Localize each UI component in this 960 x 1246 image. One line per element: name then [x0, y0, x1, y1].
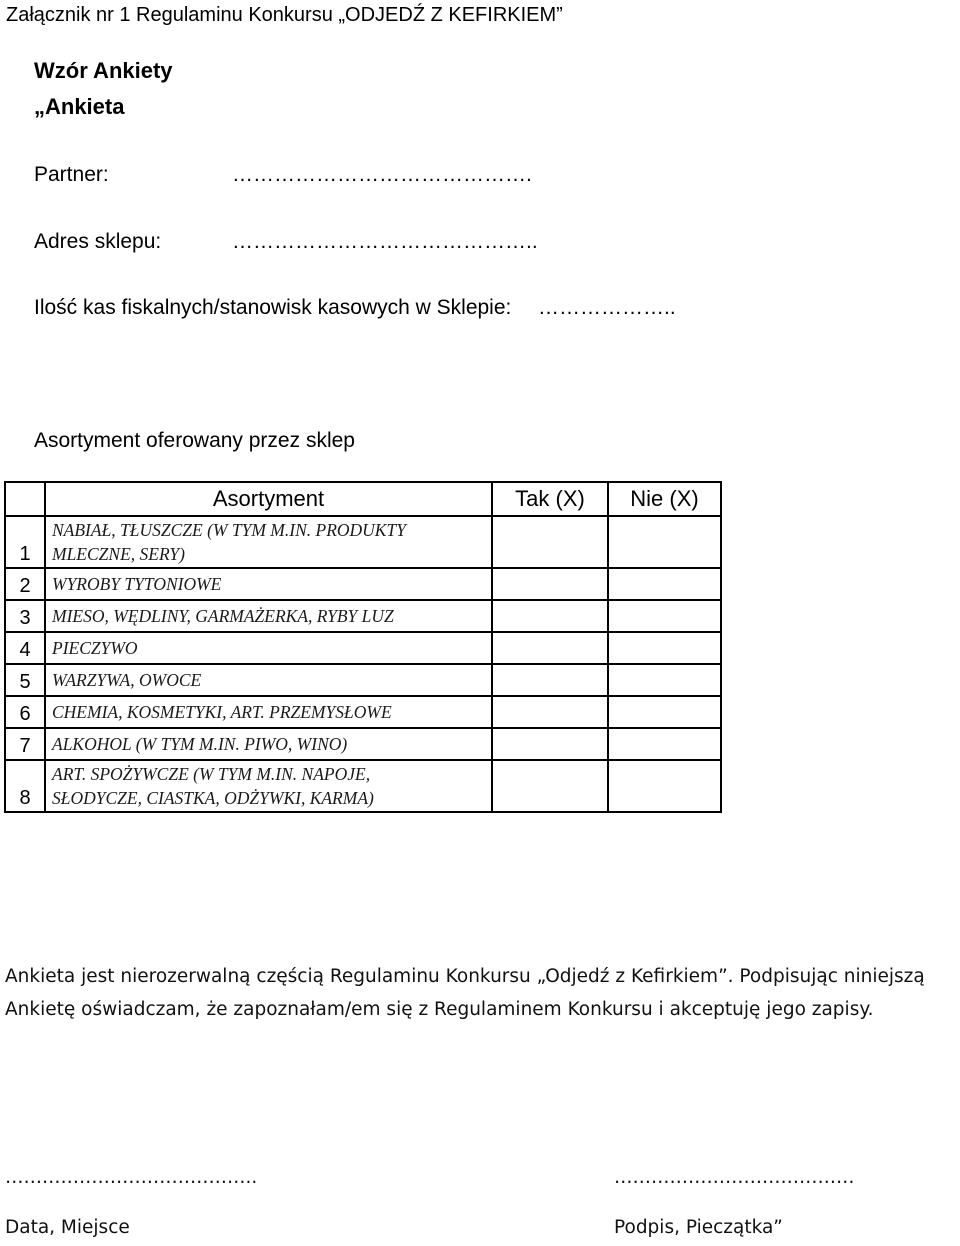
row-number: 6: [5, 696, 45, 728]
signature-label: Podpis, Pieczątka”: [614, 1217, 783, 1238]
address-field[interactable]: ……………………………………..: [232, 230, 538, 253]
table-row: [5, 516, 721, 568]
partner-field[interactable]: …………………………………….: [232, 163, 532, 186]
table-row: [5, 568, 721, 600]
nie-checkbox-cell[interactable]: [608, 516, 721, 568]
declaration-line-1: Ankieta jest nierozerwalną częścią Regulaminu Konkursu „Odjedź z Kefirkiem”. Podpisując niniejszą: [5, 966, 925, 987]
row-number: 8: [5, 760, 45, 812]
row-number: 4: [5, 632, 45, 664]
address-label: Adres sklepu:: [34, 230, 162, 253]
table-row: [5, 728, 721, 760]
row-number: 3: [5, 600, 45, 632]
date-place-field[interactable]: …………………………………..: [5, 1167, 258, 1188]
nie-checkbox-cell[interactable]: [608, 696, 721, 728]
assortment-table: [4, 481, 722, 813]
row-category: NABIAŁ, TŁUSZCZE (W TYM M.IN. PRODUKTY MLECZNE, SERY): [45, 516, 492, 568]
nie-checkbox-cell[interactable]: [608, 760, 721, 812]
header-nie: Nie (X): [608, 482, 721, 516]
row-category: MIESO, WĘDLINY, GARMAŻERKA, RYBY LUZ: [45, 600, 492, 632]
declaration-line-2: Ankietę oświadczam, że zapoznałam/em się z Regulaminem Konkursu i akceptuję jego zapisy.: [5, 999, 874, 1020]
attachment-header: Załącznik nr 1 Regulaminu Konkursu „ODJEDŹ Z KEFIRKIEM”: [6, 4, 563, 26]
row-category: WYROBY TYTONIOWE: [45, 568, 492, 600]
nie-checkbox-cell[interactable]: [608, 728, 721, 760]
tak-checkbox-cell[interactable]: [492, 568, 608, 600]
document-subtitle: „Ankieta: [34, 94, 125, 119]
row-category: WARZYWA, OWOCE: [45, 664, 492, 696]
row-number: 1: [5, 516, 45, 568]
date-place-label: Data, Miejsce: [5, 1217, 130, 1238]
table-row: [5, 696, 721, 728]
row-category: ALKOHOL (W TYM M.IN. PIWO, WINO): [45, 728, 492, 760]
row-number: 2: [5, 568, 45, 600]
row-number: 7: [5, 728, 45, 760]
row-category: PIECZYWO: [45, 632, 492, 664]
tak-checkbox-cell[interactable]: [492, 728, 608, 760]
nie-checkbox-cell[interactable]: [608, 632, 721, 664]
tak-checkbox-cell[interactable]: [492, 664, 608, 696]
nie-checkbox-cell[interactable]: [608, 568, 721, 600]
row-category: CHEMIA, KOSMETYKI, ART. PRZEMYSŁOWE: [45, 696, 492, 728]
tak-checkbox-cell[interactable]: [492, 632, 608, 664]
header-tak: Tak (X): [492, 482, 608, 516]
partner-label: Partner:: [34, 163, 109, 186]
table-header-row: [5, 482, 721, 516]
table-row: [5, 600, 721, 632]
nie-checkbox-cell[interactable]: [608, 664, 721, 696]
registers-field[interactable]: ………………..: [538, 296, 676, 319]
table-row: [5, 632, 721, 664]
header-number-cell: [5, 482, 45, 516]
signature-field[interactable]: …………………………………: [614, 1167, 855, 1188]
row-number: 5: [5, 664, 45, 696]
document-title: Wzór Ankiety: [34, 58, 173, 83]
section-heading: Asortyment oferowany przez sklep: [34, 429, 355, 452]
tak-checkbox-cell[interactable]: [492, 696, 608, 728]
tak-checkbox-cell[interactable]: [492, 600, 608, 632]
table-row: [5, 664, 721, 696]
table-row: [5, 760, 721, 812]
row-category: ART. SPOŻYWCZE (W TYM M.IN. NAPOJE, SŁODYCZE, CIASTKA, ODŻYWKI, KARMA): [45, 760, 492, 812]
nie-checkbox-cell[interactable]: [608, 600, 721, 632]
tak-checkbox-cell[interactable]: [492, 516, 608, 568]
registers-label: Ilość kas fiskalnych/stanowisk kasowych w Sklepie:: [34, 296, 512, 319]
header-assortment: Asortyment: [45, 482, 492, 516]
tak-checkbox-cell[interactable]: [492, 760, 608, 812]
